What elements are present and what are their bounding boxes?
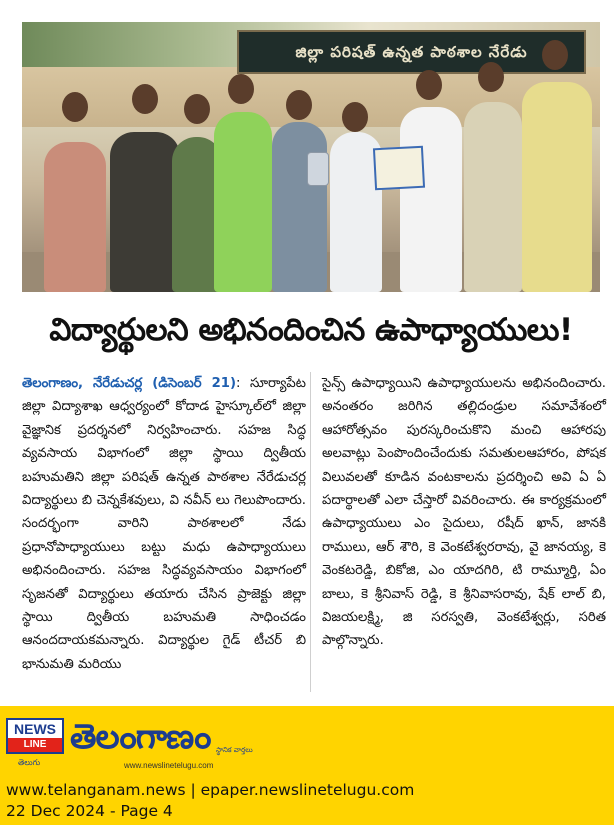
- person-head: [228, 74, 254, 104]
- certificate-image: [373, 146, 425, 191]
- person-man-yellow-shirt: [522, 82, 592, 292]
- newsline-logo: [6, 718, 64, 756]
- article-column-left: [22, 372, 306, 676]
- telanganam-brand: తెలంగాణం: [70, 717, 211, 757]
- person-head: [184, 94, 210, 124]
- article-headline: విద్యార్థులని అభినందించిన ఉపాధ్యాయులు!: [49, 312, 573, 348]
- column-divider: [310, 372, 311, 692]
- person-man-green-shirt: [214, 112, 272, 292]
- person-head: [542, 40, 568, 70]
- person-woman-1: [44, 142, 106, 292]
- newsline-logo-telugu: తెలుగు: [18, 758, 41, 767]
- news-photo: [22, 22, 600, 292]
- article-dateline: తెలంగాణం, నేరేడుచర్ల (డిసెంబర్ 21): [22, 376, 236, 391]
- article-right-text: సైన్స్ ఉపాధ్యాయిని ఉపాధ్యాయులను అభినందించారు. అనంతరం జరిగిన తల్లిదండ్రుల సమావేశంలో ఆహారోత్సవం పురస్కరించుకొని మంచి ఆహారపు అలవాట్లు పెంపొందించేందుకు సమతులఆహారం, పోషక విలువలతో కూడిన వంటకాలను ప్రదర్శించి అవి ఏ ఏ పదార్థాలతో ఎలా చేస్తారో వివరించారు. ఈ కార్యక్రమంలో ఉపాధ్యాయులు ఎం సైదులు, రషీద్ ఖాన్, జానకి రాములు, ఆర్ శౌరి, కె వెంకటేశ్వరరావు, వై జానయ్య, కె వెంకటరెడ్డి, బికోజి, ఎం యాదగిరి, టి రామ్మూర్తి, ఏం బాలు, కె శ్రీనివాస్ రెడ్డి, కె శ్రీనివాసరావు, షేక్ లాల్ బి, విజయలక్ష్మి, జి సరస్వతి, వెంకటేశ్వర్లు, సరిత పాల్గొన్నారు.: [322, 376, 606, 649]
- trophy-image: [307, 152, 329, 186]
- article-column-right: [322, 372, 606, 653]
- person-head: [286, 90, 312, 120]
- person-head: [132, 84, 158, 114]
- footer-links[interactable]: www.telanganam.news | epaper.newslinetelugu.com: [6, 781, 415, 799]
- person-man-white-shirt: [400, 107, 462, 292]
- person-man-checked-shirt: [464, 102, 522, 292]
- person-head: [342, 102, 368, 132]
- person-head: [62, 92, 88, 122]
- epaper-footer: [0, 706, 614, 825]
- brand-url: www.newslinetelugu.com: [124, 761, 214, 770]
- article-left-text: : సూర్యాపేట జిల్లా విద్యాశాఖ ఆధ్వర్యంలో కోదాడ హైస్కూల్‌లో జిల్లా వైజ్ఞానిక ప్రదర్శనలో నిర్వహించారు. సహజ సిద్ధ వ్యవసాయ విభాగంలో జిల్లా స్థాయి ద్వితీయ బహుమతిని జిల్లా పరిషత్ ఉన్నత పాఠశాల నేరేడుచర్ల విద్యార్థులు బి చెన్నకేశవులు, వి నవీన్ లు గెలుపొందారు. సందర్భంగా వారిని పాఠశాలలో నేడు ప్రధానోపాధ్యాయులు బట్టు మధు ఉపాధ్యాయులు అభినందించారు. సహజ సిద్ధవ్యవసాయం విభాగంలో సృజనతో విద్యార్థులు తయారు చేసిన ప్రాజెక్టు జిల్లా స్థాయి ద్వితీయ బహుమతి సాధించడం ఆనందదాయకమన్నారు. విద్యార్థుల గైడ్ టీచర్ బి భానుమతి మరియు: [22, 376, 306, 672]
- person-student-1: [272, 122, 327, 292]
- person-head: [416, 70, 442, 100]
- person-woman-2: [110, 132, 180, 292]
- footer-date-page: 22 Dec 2024 - Page 4: [6, 802, 173, 820]
- newsline-logo-news: NEWS: [6, 718, 64, 738]
- school-name-banner: జిల్లా పరిషత్ ఉన్నత పాఠశాల నేరేడు: [237, 30, 586, 74]
- brand-tagline: స్థానిక వార్తలు: [216, 746, 253, 754]
- person-head: [478, 62, 504, 92]
- newsline-logo-line: LINE: [6, 738, 64, 754]
